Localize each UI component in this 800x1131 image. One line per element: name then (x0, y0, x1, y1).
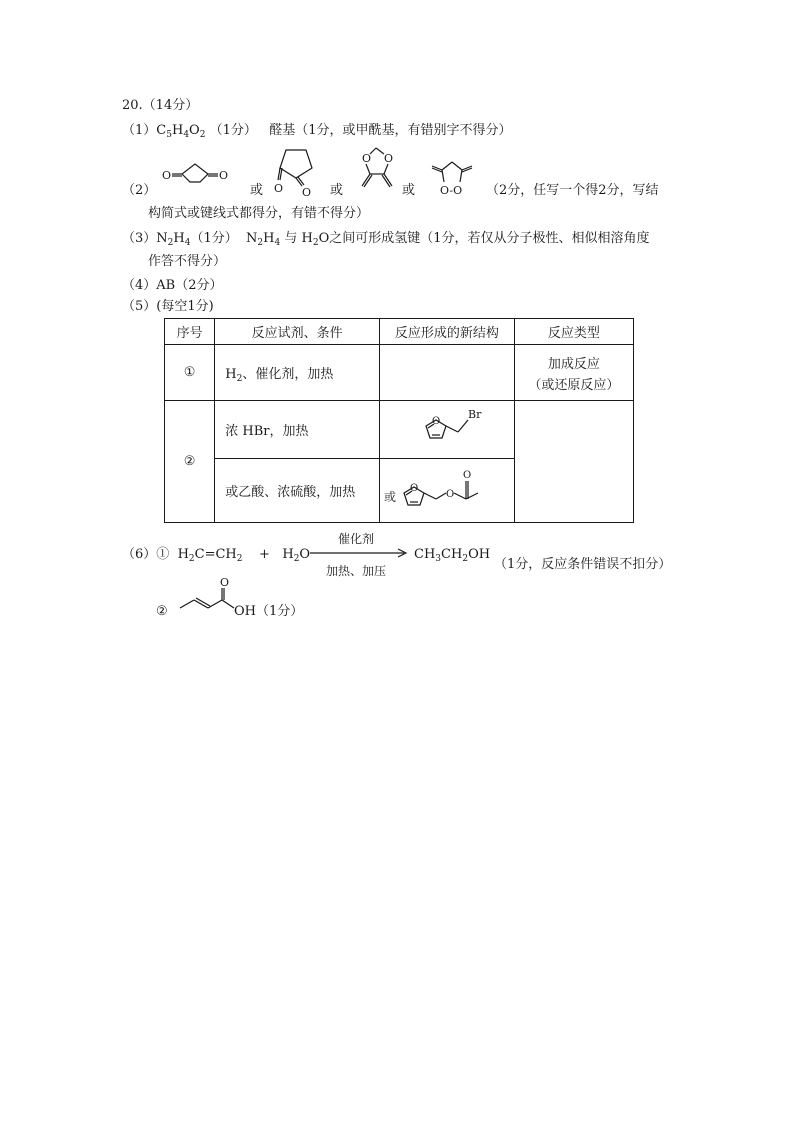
or-3: 或 (402, 183, 416, 198)
label: （2） (122, 183, 157, 198)
score: （1分） (209, 123, 257, 138)
formula-c: C (156, 123, 167, 138)
o-atom: O (462, 469, 472, 481)
text: AB（2分） (156, 278, 223, 293)
o-atom: O (362, 152, 372, 165)
part-6-eq (122, 546, 310, 564)
text: 构简式或键线式都得分，有错不得分） (148, 206, 370, 221)
sub: 4 (183, 130, 190, 140)
part-5 (122, 298, 214, 316)
reagent-cell (215, 345, 380, 401)
part-2-text-2 (148, 205, 369, 223)
sub: 4 (274, 238, 281, 248)
label: （3） (122, 231, 157, 246)
o-atom: O (431, 415, 441, 427)
structure-cell (379, 345, 514, 401)
sub: 2 (293, 554, 300, 564)
col-header: 反应形成的新结构 (379, 319, 514, 345)
r: C=CH (194, 547, 237, 562)
p: CH (414, 547, 436, 562)
o-atom: O (445, 488, 455, 500)
br-atom: Br (467, 407, 482, 421)
sub: 2 (188, 554, 195, 564)
table-header-row (165, 319, 634, 345)
sub: 2 (167, 238, 174, 248)
plus: + (259, 547, 270, 562)
label: （6） (122, 547, 157, 562)
table-row (165, 401, 634, 459)
score: （1分） (256, 604, 304, 619)
text: (每空1分) (156, 299, 214, 314)
part-1 (122, 122, 512, 140)
oo-atoms: O-O (440, 184, 463, 197)
f: H (173, 231, 185, 246)
f: H (301, 231, 313, 246)
part-2-label (122, 182, 156, 200)
or-1: 或 (250, 183, 264, 198)
text: （2分，任写一个得2分，写结 (486, 183, 659, 198)
r: H (225, 367, 237, 382)
f: H (263, 231, 275, 246)
peroxide-structure (420, 150, 486, 198)
o-atom: O (219, 169, 229, 182)
p: CH (441, 547, 463, 562)
dioxolane-structure (348, 144, 408, 198)
sub: 5 (166, 130, 172, 140)
sub: 4 (184, 238, 191, 248)
o-atom: O (274, 182, 284, 195)
part-3-text-2 (148, 253, 226, 271)
or-label: 或 (383, 489, 396, 504)
r: 、催化剂，加热 (242, 367, 334, 382)
r: H (177, 547, 189, 562)
part-4 (122, 277, 223, 295)
type-line: （或还原反应） (528, 377, 620, 393)
row-num: ① (165, 345, 215, 401)
question-header (122, 97, 198, 115)
sub-label-2: ② (156, 604, 168, 619)
part-1-label: （1） (122, 123, 157, 138)
mid: 与 (284, 231, 298, 246)
reagent-cell: 或乙酸、浓硫酸，加热 (215, 459, 380, 523)
or-2: 或 (330, 183, 344, 198)
score: （1分） (190, 231, 238, 246)
col-header: 序号 (165, 319, 215, 345)
r: O (299, 547, 311, 562)
furan-br-structure (392, 404, 502, 456)
sub: 2 (312, 238, 319, 248)
reaction-arrow (310, 548, 410, 558)
reagent-cell: 浓 HBr，加热 (215, 401, 380, 459)
note: （1分，反应条件错误不扣分） (494, 557, 672, 572)
sub-label: ① (156, 547, 170, 562)
sub: 2 (236, 374, 243, 384)
oh-score (234, 603, 303, 621)
table-row (165, 345, 634, 401)
f: O (318, 231, 330, 246)
conditions: 加热、加压 (326, 564, 387, 578)
product (414, 546, 490, 564)
structure-cell (379, 401, 514, 459)
oh: OH (234, 604, 256, 619)
row-num: ② (165, 401, 215, 523)
label: （5） (122, 299, 157, 314)
o-atom: O (220, 576, 230, 589)
catalyst: 催化剂 (338, 532, 375, 546)
o-atom: O (302, 186, 312, 198)
formula-o: O (189, 123, 200, 138)
part-2-text (486, 182, 659, 200)
col-header: 反应类型 (514, 319, 633, 345)
sub: 2 (199, 130, 206, 140)
part-1-text: 醛基（1分，或甲酰基，有错别字不得分） (269, 123, 512, 138)
formula-h: H (171, 123, 184, 138)
sub: 3 (435, 554, 442, 564)
r: H (282, 547, 294, 562)
f: N (246, 231, 258, 246)
type-cell (514, 345, 633, 401)
sub: 2 (257, 238, 264, 248)
o-atom: O (384, 152, 394, 165)
type-cell-empty (514, 401, 633, 523)
part-3 (122, 230, 650, 248)
cyclopentanedione-structure (160, 150, 230, 194)
p: OH (468, 547, 491, 562)
text: 作答不得分） (148, 254, 227, 269)
label: （4） (122, 278, 157, 293)
text: 之间可形成氢键（1分，若仅从分子极性、相似相溶角度 (329, 231, 650, 246)
sub: 2 (236, 554, 243, 564)
o-atom: O (409, 482, 419, 494)
type-line: 加成反应 (547, 356, 600, 372)
o-atom: O (162, 169, 172, 182)
furan-ester-structure (382, 463, 512, 519)
structure-cell (379, 459, 514, 523)
cyclopentanedione-12-structure (268, 140, 328, 198)
answer-table (164, 318, 634, 523)
f: N (156, 231, 168, 246)
sub: 2 (462, 554, 469, 564)
col-header: 反应试剂、条件 (215, 319, 380, 345)
header-text: 20.（14分） (122, 98, 199, 113)
